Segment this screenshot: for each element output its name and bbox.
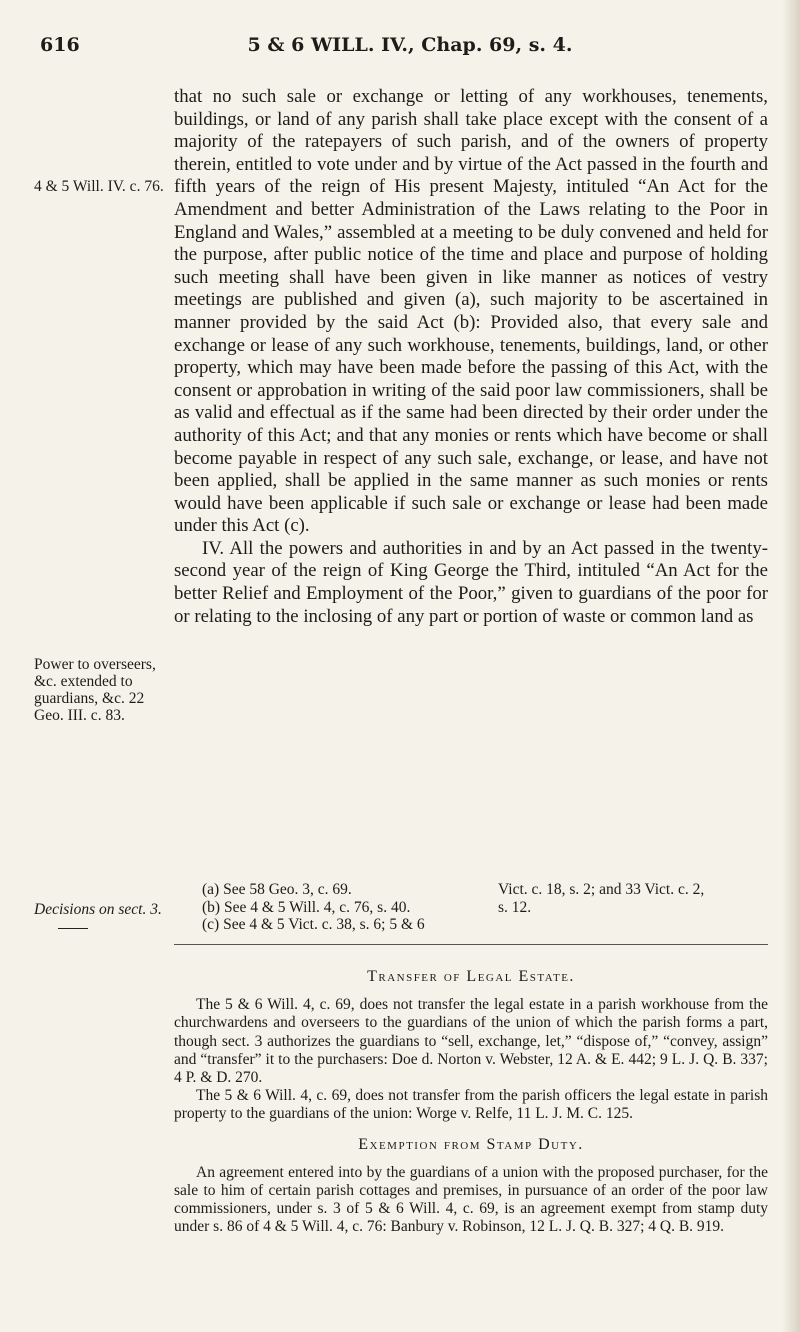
footnote-b-right: s. 12. — [498, 898, 532, 916]
footnote-c — [202, 916, 768, 934]
margin-note-decisions-text: Decisions on sect. 3. — [34, 901, 162, 918]
heading-transfer: Transfer of Legal Estate. — [367, 968, 575, 985]
statute-body — [174, 86, 768, 628]
section-divider — [174, 944, 768, 945]
footnote-c-right — [498, 916, 768, 934]
footnote-c-left: (c) See 4 & 5 Vict. c. 38, s. 6; 5 & 6 — [202, 916, 425, 933]
body-paragraph-1: that no such sale or exchange or letting of any workhouses, tenements, buildings, or land of any parish shall take place except with the consent of a majority of the ratepayers of such parish, and of the owners of property therein, entitled to vote under and by virtue of the Act passed in the fourth and fifth years of the reign of His present Majesty, intituled “An Act for the Amendment and better Administration of the Laws relating to the Poor in England and Wales,” assembled at a meeting to be duly convened and held for the purpose, after public notice of the time and place and purpose of holding such meeting shall have been given in like manner as notices of vestry meetings are published and given (a), such majority to be ascertained in manner provided by the said Act (b): Provided also, that every sale and exchange or lease of any such workhouse, tenements, buildings, land, or other property, which may have been made before the passing of this Act, with the consent or approbation in writing of the said poor law commissioners, shall be as valid and effectual as if the same had been directed by their order under the authority of this Act; and that any monies or rents which have become or shall become payable in respect of any such sale, exchange, or lease, and have not been applied, shall be applied in the same manner as such monies or rents would have been applicable if such sale or exchange or lease had been made under this Act (c). — [174, 86, 768, 537]
footnotes — [202, 881, 768, 934]
running-title: 5 & 6 WILL. IV., Chap. 69, s. 4. — [247, 34, 573, 56]
footnote-a — [202, 881, 768, 899]
page-edge-shadow — [782, 0, 800, 1332]
margin-dash — [58, 928, 88, 929]
annotation-para-1: The 5 & 6 Will. 4, c. 69, does not transfer the legal estate in a parish workhouse from the churchwardens and overseers to the guardians of the union of which the parish forms a part, though sect. 3 authorizes the guardians to “sell, exchange, let,” “dispose of,” “convey, assign” and “transfer” it to the purchasers: Doe d. Norton v. Webster, 12 A. & E. 442; 9 L. J. Q. B. 337; 4 P. & D. 270. — [174, 996, 768, 1087]
body-paragraph-2: IV. All the powers and authorities in and by an Act passed in the twenty-second year of the reign of King George the Third, intituled “An Act for the better Relief and Employment of the Poor,” given to guardians of the poor for or relating to the inclosing of any part or portion of waste or common land as — [174, 537, 768, 627]
margin-note-statute: 4 & 5 Will. IV. c. 76. — [34, 178, 164, 195]
footnote-a-left: (a) See 58 Geo. 3, c. 69. — [202, 881, 352, 898]
footnote-a-right: Vict. c. 18, s. 2; and 33 Vict. c. 2, — [498, 881, 705, 898]
margin-note-power: Power to overseers, &c. extended to guardians, &c. 22 Geo. III. c. 83. — [34, 656, 156, 724]
annotations — [174, 968, 768, 1237]
annotation-para-2: The 5 & 6 Will. 4, c. 69, does not transfer from the parish officers the legal estate in parish property to the guardians of the union: Worge v. Relfe, 11 L. J. M. C. 125. — [174, 1087, 768, 1123]
footnote-b — [202, 899, 768, 917]
footnote-b-left: (b) See 4 & 5 Will. 4, c. 76, s. 40. — [202, 898, 411, 916]
page-number: 616 — [40, 34, 80, 56]
annotation-para-3: An agreement entered into by the guardians of a union with the proposed purchaser, for the sale to him of certain parish cottages and premises, in pursuance of an order of the poor law commissioners, under s. 3 of 5 & 6 Will. 4, c. 69, is an agreement exempt from stamp duty under s. 86 of 4 & 5 Will. 4, c. 76: Banbury v. Robinson, 12 L. J. Q. B. 327; 4 Q. B. 919. — [174, 1163, 768, 1236]
margin-note-decisions — [34, 901, 172, 929]
heading-exemption: Exemption from Stamp Duty. — [358, 1135, 584, 1153]
